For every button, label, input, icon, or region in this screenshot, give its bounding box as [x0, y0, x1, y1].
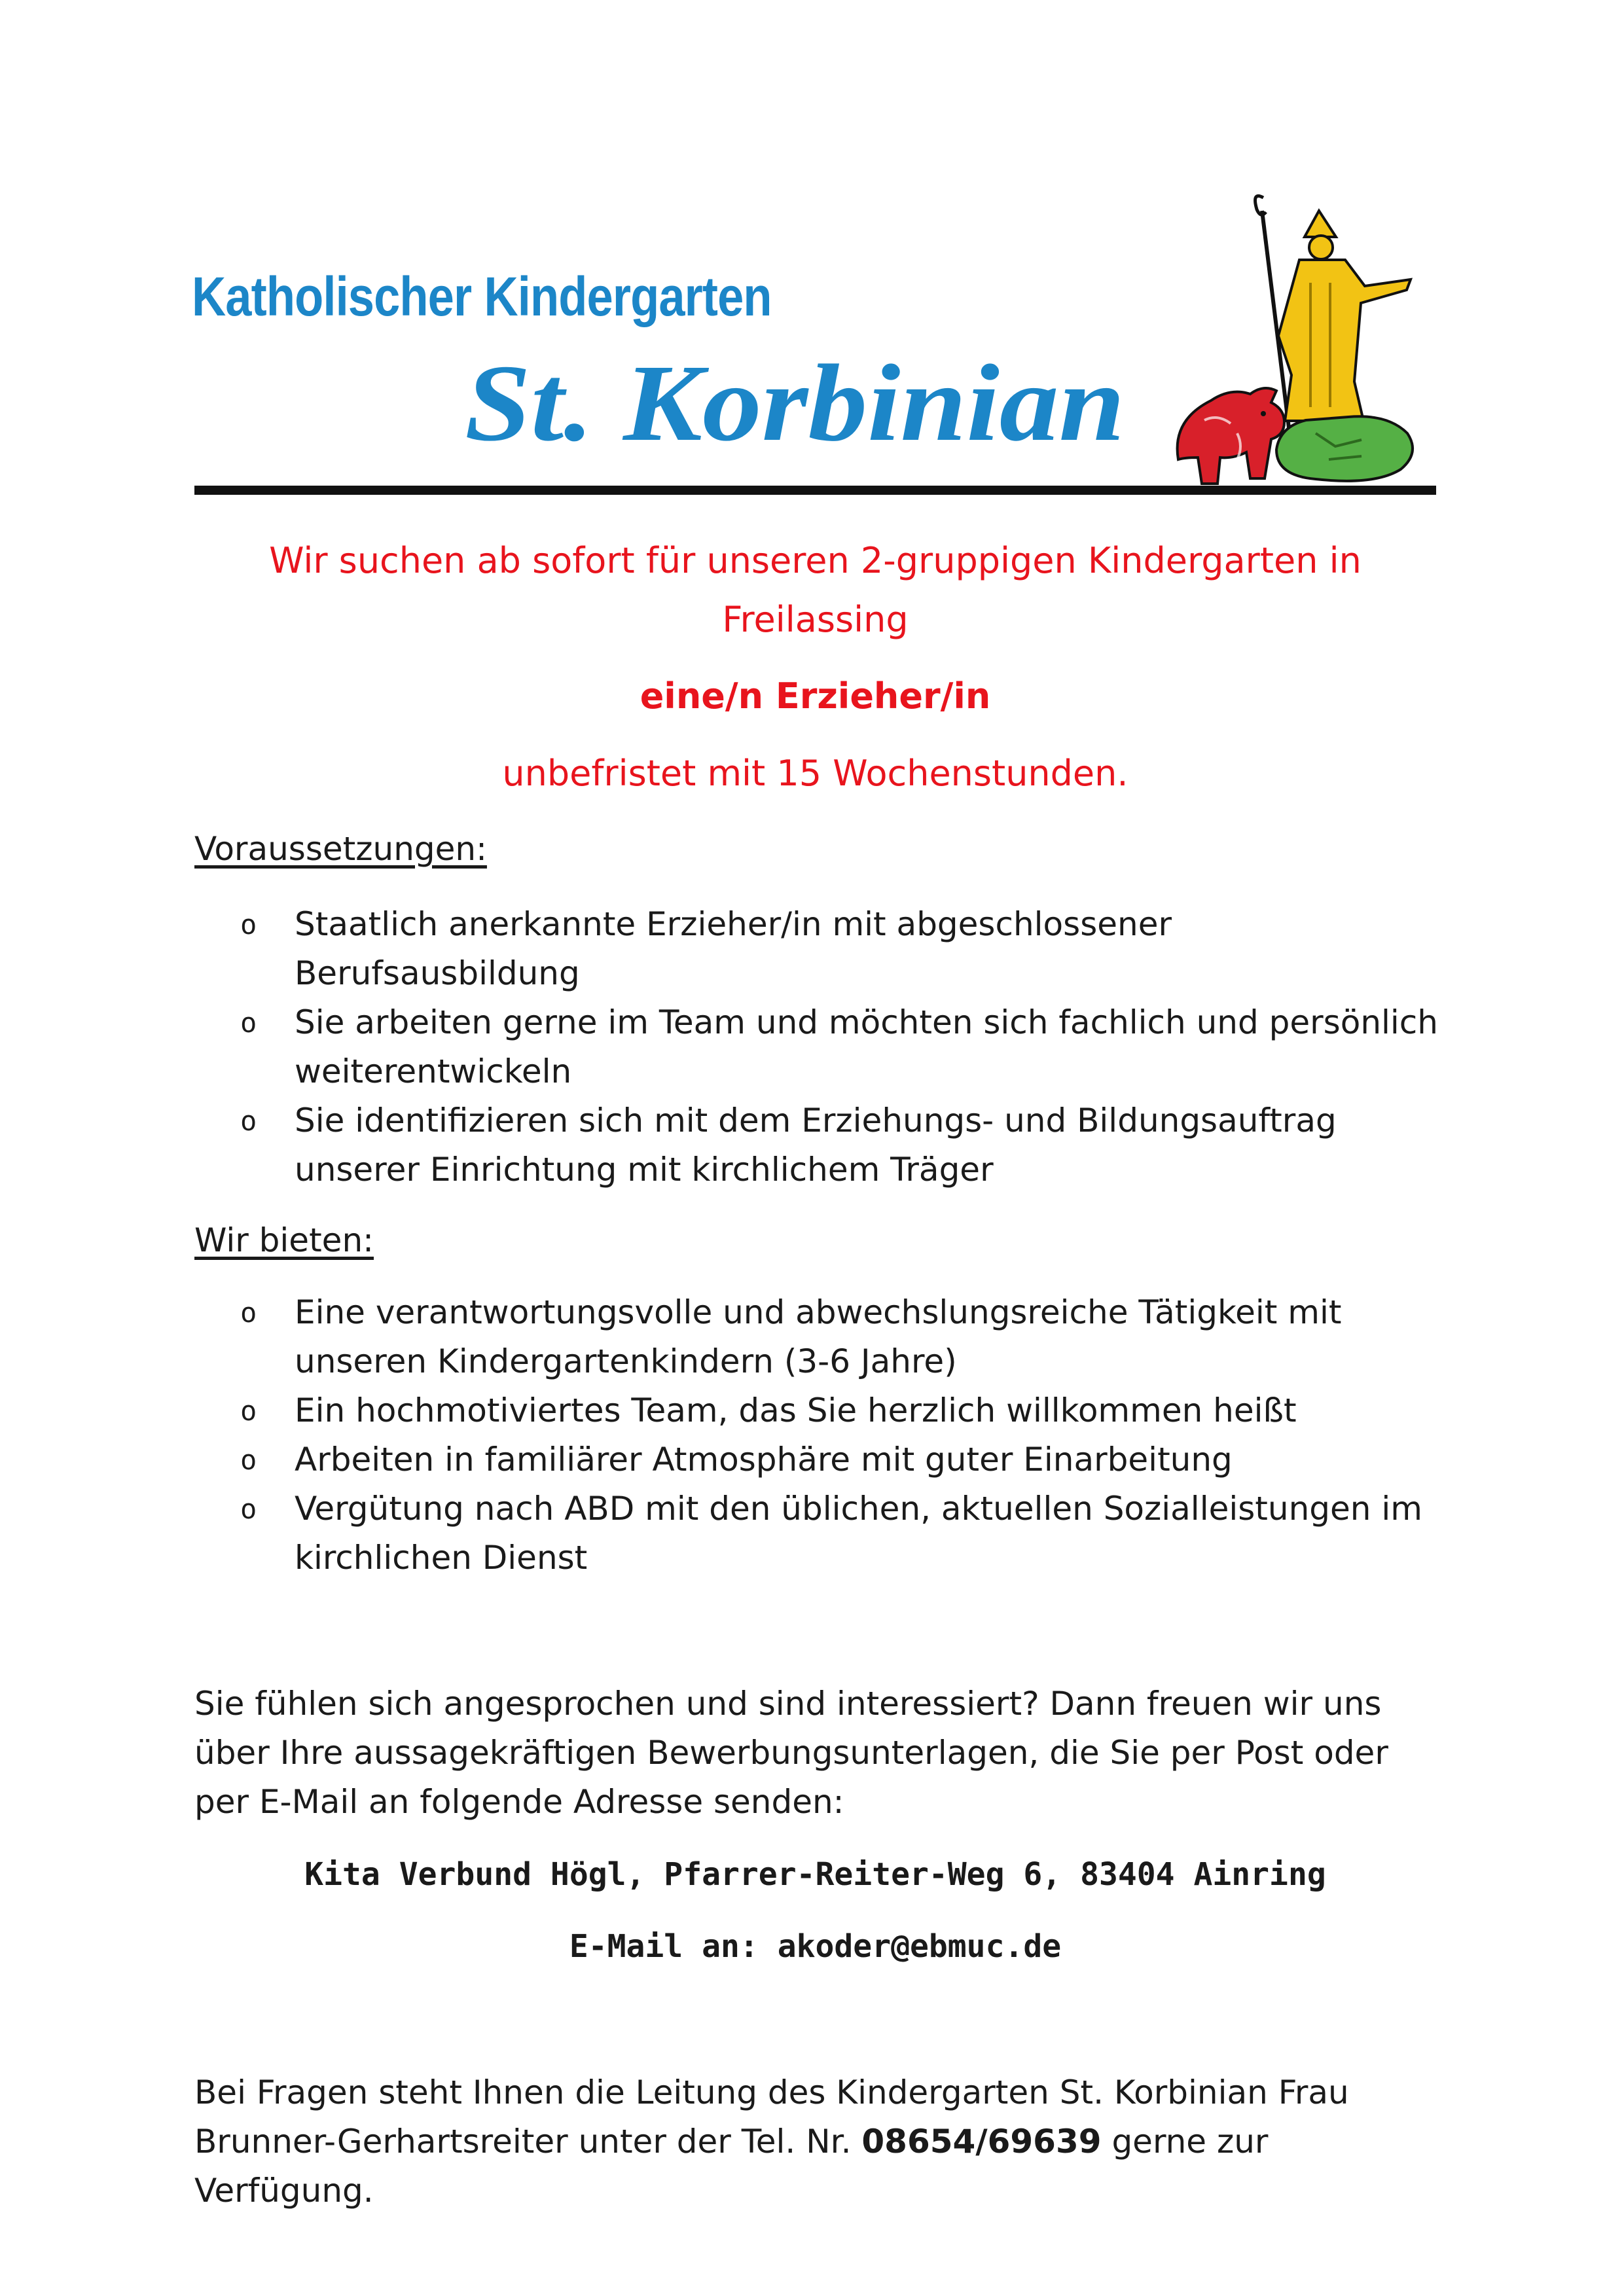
- position-title: eine/n Erzieher/in: [640, 675, 991, 717]
- list-item: o Ein hochmotiviertes Team, das Sie herzlich willkommen heißt: [194, 1386, 1438, 1435]
- list-item: o Sie identifizieren sich mit dem Erziehungs- und Bildungsauftrag unserer Einrichtung mit kirchlichem Träger: [194, 1096, 1438, 1194]
- kindergarten-name: St. Korbinian: [465, 342, 1125, 464]
- application-text: Sie fühlen sich angesprochen und sind interessiert? Dann freuen wir uns über Ihre aussagekräftigen Bewerbungsunterlagen, die Sie per Post oder per E-Mail an folgende Adresse senden:: [194, 1685, 1388, 1821]
- offer-list: [194, 1288, 1438, 1583]
- offer-heading: Wir bieten:: [194, 1221, 374, 1259]
- intro-text: Wir suchen ab sofort für unseren 2-gruppigen Kindergarten in Freilassing: [269, 540, 1362, 640]
- list-item: o Arbeiten in familiärer Atmosphäre mit guter Einarbeitung: [194, 1435, 1438, 1484]
- list-item: o Sie arbeiten gerne im Team und möchten sich fachlich und persönlich weiterentwickeln: [194, 998, 1438, 1096]
- bullet-icon: o: [240, 1105, 257, 1137]
- contact-info: Bei Fragen steht Ihnen die Leitung des Kindergarten St. Korbinian Frau Brunner-Gerhartsreiter unter der Tel. Nr. 08654/69639 gerne zur Verfügung.: [194, 2073, 1349, 2210]
- phone-number[interactable]: 08654/69639: [861, 2123, 1102, 2161]
- bullet-icon: o: [240, 1444, 257, 1476]
- employment-terms: unbefristet mit 15 Wochenstunden.: [502, 753, 1128, 794]
- requirements-heading: Voraussetzungen:: [194, 830, 487, 868]
- list-item: o Eine verantwortungsvolle und abwechslungsreiche Tätigkeit mit unseren Kindergartenkindern (3-6 Jahre): [194, 1288, 1438, 1386]
- saint-with-bear-icon: [1159, 185, 1447, 499]
- list-item: o Staatlich anerkannte Erzieher/in mit abgeschlossener Berufsausbildung: [194, 900, 1438, 998]
- bullet-icon: o: [240, 1395, 257, 1427]
- requirements-list: [194, 900, 1438, 1194]
- bullet-icon: o: [240, 1297, 257, 1329]
- bullet-icon: o: [240, 1007, 257, 1039]
- header-divider: [194, 486, 1436, 495]
- org-name: Katholischer Kindergarten: [192, 266, 772, 327]
- bullet-icon: o: [240, 908, 257, 941]
- email-address[interactable]: E-Mail an: akoder@ebmuc.de: [569, 1928, 1062, 1965]
- list-item: o Vergütung nach ABD mit den üblichen, aktuellen Sozialleistungen im kirchlichen Dienst: [194, 1484, 1438, 1583]
- postal-address: Kita Verbund Högl, Pfarrer-Reiter-Weg 6, 83404 Ainring: [304, 1856, 1326, 1893]
- bullet-icon: o: [240, 1493, 257, 1525]
